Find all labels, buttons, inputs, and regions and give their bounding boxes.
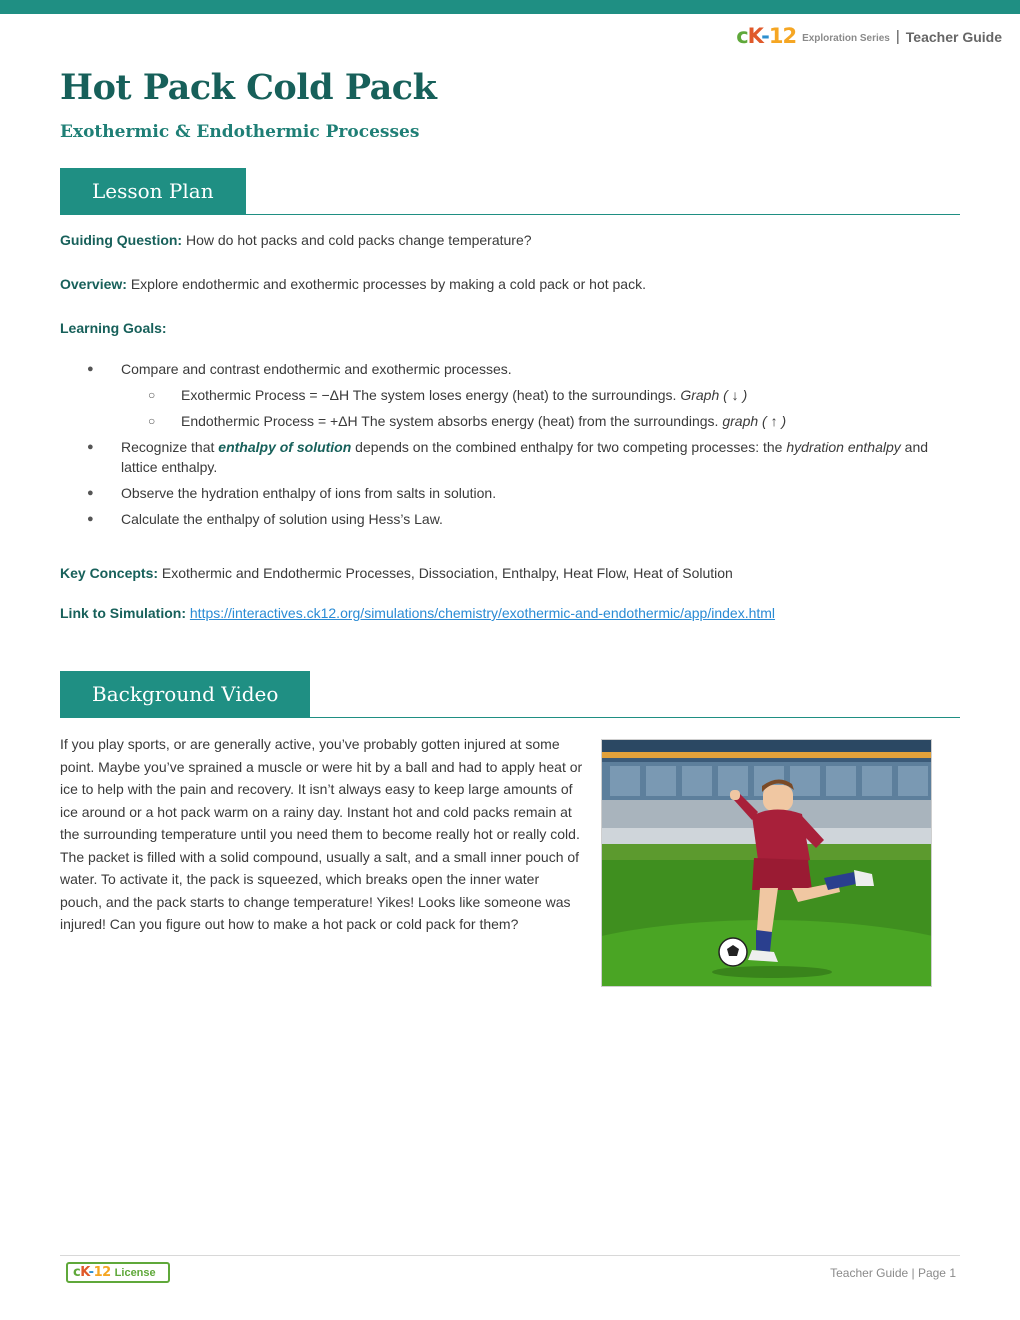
list-item: ● Recognize that enthalpy of solution depends on the combined enthalpy for two competing processes: the hydration enthalpy and lattice enthalpy. bbox=[60, 437, 960, 477]
guiding-question-label: Guiding Question: bbox=[60, 232, 183, 248]
overview-label: Overview: bbox=[60, 276, 127, 292]
soccer-player-image bbox=[602, 740, 932, 987]
ck12-license-logo: cK-12 bbox=[73, 1264, 111, 1280]
ck12-license-badge[interactable] bbox=[66, 1262, 170, 1283]
lesson-plan-section-header bbox=[60, 168, 960, 215]
key-concepts-label: Key Concepts: bbox=[60, 565, 159, 581]
list-item: ● Calculate the enthalpy of solution using Hess’s Law. bbox=[60, 509, 960, 529]
learning-goals-list bbox=[60, 359, 960, 535]
ck12-brand-header bbox=[736, 25, 1002, 47]
guiding-question-text: How do hot packs and cold packs change temperature? bbox=[182, 232, 532, 248]
ck12-logo: cK-12 bbox=[736, 24, 797, 48]
teacher-guide-label: Teacher Guide bbox=[905, 28, 1002, 45]
license-label: License bbox=[114, 1266, 156, 1279]
soccer-player-illustration bbox=[601, 739, 932, 987]
list-item: ○ Exothermic Process = −ΔH The system loses energy (heat) to the surroundings. Graph ( ↓ ) bbox=[60, 385, 960, 405]
series-label: Exploration Series bbox=[802, 33, 890, 44]
overview-text: Explore endothermic and exothermic processes by making a cold pack or hot pack. bbox=[126, 276, 646, 292]
top-accent-bar bbox=[0, 0, 1020, 14]
page-title: Hot Pack Cold Pack bbox=[60, 67, 437, 108]
overview bbox=[60, 274, 960, 294]
simulation-link-line bbox=[60, 603, 960, 623]
simulation-link[interactable]: https://interactives.ck12.org/simulations/chemistry/exothermic-and-endothermic/app/index.html bbox=[189, 605, 776, 621]
page-subtitle: Exothermic & Endothermic Processes bbox=[60, 122, 420, 142]
list-item: ● Observe the hydration enthalpy of ions from salts in solution. bbox=[60, 483, 960, 503]
simulation-link-label: Link to Simulation: bbox=[60, 605, 186, 621]
list-item: ○ Endothermic Process = +ΔH The system absorbs energy (heat) from the surroundings. graph ( ↑ ) bbox=[60, 411, 960, 431]
background-video-heading: Background Video bbox=[60, 671, 310, 717]
background-paragraph: If you play sports, or are generally active, you’ve probably gotten injured at some point. Maybe you’ve sprained a muscle or were hit by a ball and had to apply heat or ice to help with the pain and recovery. It isn’t always easy to keep large amounts of ice around or a hot pack warm on a rainy day. Instant hot and cold packs remain at the surrounding temperature until you need them to become really hot or really cold. The packet is filled with a solid compound, usually a salt, and a small inner pouch of water. To activate it, the pack is squeezed, which breaks open the inner water pouch, and the pack starts to change temperature! Yikes! Looks like someone was injured! Can you figure out how to make a hot pack or cold pack for them? bbox=[60, 736, 583, 932]
page-number: Teacher Guide | Page 1 bbox=[830, 1266, 956, 1280]
guiding-question bbox=[60, 230, 960, 250]
brand-separator: | bbox=[895, 28, 900, 45]
graph-up-note: graph ( ↑ ) bbox=[722, 413, 787, 429]
learning-goals-heading bbox=[60, 318, 960, 338]
key-concepts-text: Exothermic and Endothermic Processes, Dissociation, Enthalpy, Heat Flow, Heat of Solution bbox=[158, 565, 733, 581]
graph-down-note: Graph ( ↓ ) bbox=[680, 387, 748, 403]
list-item: ● Compare and contrast endothermic and exothermic processes. bbox=[60, 359, 960, 379]
key-concepts bbox=[60, 563, 960, 583]
footer-divider bbox=[60, 1255, 960, 1256]
lesson-plan-heading: Lesson Plan bbox=[60, 168, 246, 214]
background-video-section-header bbox=[60, 671, 960, 718]
learning-goals-label: Learning Goals: bbox=[60, 320, 167, 336]
